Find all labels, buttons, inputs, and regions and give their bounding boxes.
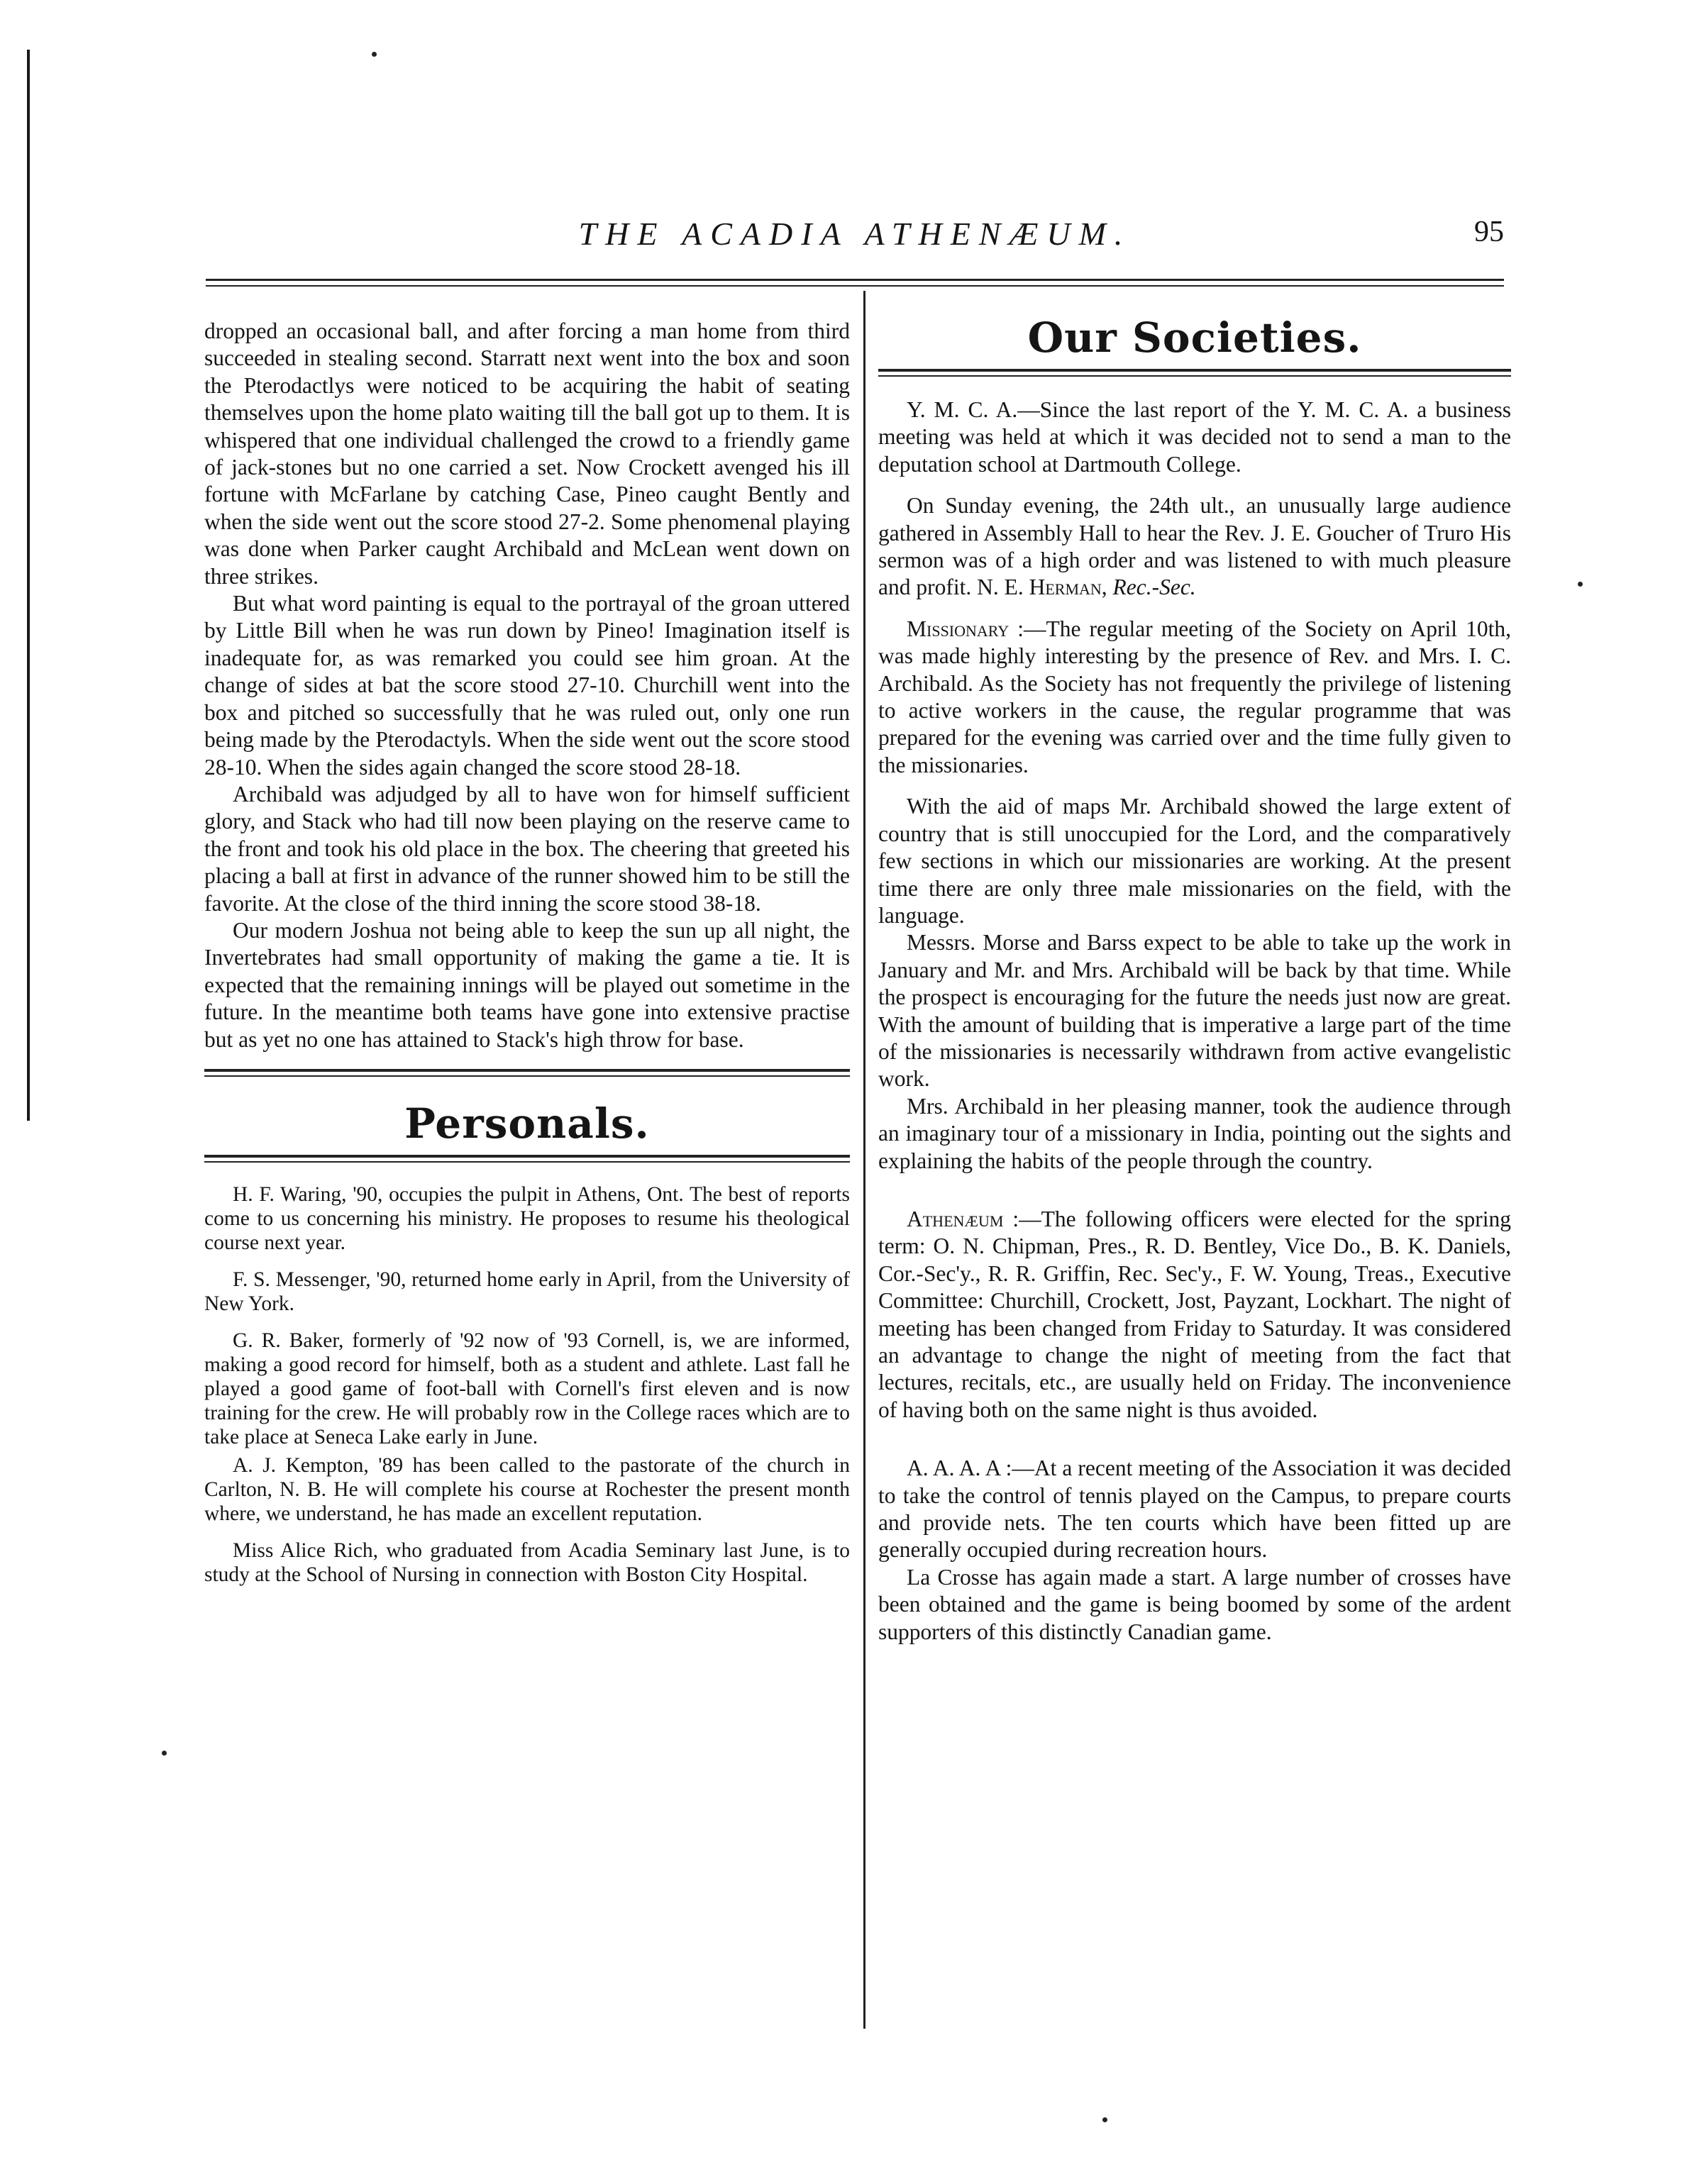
personal-item: G. R. Baker, formerly of '92 now of '93 Cornell, is, we are informed, making a good record for himself, both as a student and athlete. Last fall he played a good game of foot-ball with Cornell's first eleven and is now training for the crew. He will probably row in the College races which are to take place at Seneca Lake early in June. [204, 1329, 850, 1448]
scan-speck [1578, 582, 1583, 587]
section-rule [204, 1069, 850, 1077]
scan-edge [27, 50, 30, 1121]
header-rule [206, 279, 1504, 281]
ymca-signature-role: Rec.-Sec. [1112, 575, 1196, 600]
missionary-paragraph: With the aid of maps Mr. Archibald showed the large extent of country that is still unoccupied for the Lord, and the comparatively few sections in which our missionaries are working. At the present time there are only three male missionaries on the field, with the language. [878, 794, 1511, 928]
game-report-paragraph: dropped an occasional ball, and after forcing a man home from third succeeded in stealing second. Starratt next went into the box and soon the Pterodactlys were noticed to be acquiring the habit of seating themselves upon the home plato waiting till the ball got up to them. It is whispered that one individual challenged the crowd to a friendly game of jack-stones but no one carried a set. Now Crockett avenged his ill fortune with McFarlane by catching Case, Pineo caught Bently and when the side went out the score stood 27-2. Some phenomenal playing was done when Parker caught Archibald and McLean went down on three strikes. [204, 318, 850, 589]
scan-speck [1102, 2117, 1107, 2122]
scan-speck [162, 1751, 167, 1756]
personal-item: F. S. Messenger, '90, returned home early in April, from the University of New York. [204, 1268, 850, 1315]
column-divider [863, 291, 865, 2029]
page-number: 95 [1474, 216, 1504, 248]
game-report-paragraph: But what word painting is equal to the portrayal of the groan uttered by Little Bill when he was run down by Pineo! Imagination itself is inadequate for, as was remarked you could see him groan. At the change of sides at bat the score stood 27-10. Churchill went into the box and pitched so successfully that he was ruled out, only one run being made by the Pterodactyls. When the side went out the score stood 28-10. When the sides again changed the score stood 28-18. [204, 591, 850, 780]
personal-item: Miss Alice Rich, who graduated from Acadia Seminary last June, is to study at the School of Nursing in connection with Boston City Hospital. [204, 1539, 850, 1586]
personal-item: A. J. Kempton, '89 has been called to the pastorate of the church in Carlton, N. B. He will complete his course at Rochester the present month where, we understand, he has made an excellent reputation. [204, 1453, 850, 1525]
ymca-paragraph: Y. M. C. A.—Since the last report of the Y. M. C. A. a business meeting was held at which it was decided not to send a man to the deputation school at Dartmouth College. [878, 397, 1511, 477]
running-head [206, 209, 1504, 259]
personal-item: H. F. Waring, '90, occupies the pulpit in Athens, Ont. The best of reports come to us concerning his ministry. He proposes to resume his theological course next year. [204, 1182, 850, 1254]
personals-heading: Personals. [404, 1099, 650, 1148]
aaaa-paragraph: La Crosse has again made a start. A large number of crosses have been obtained and the game is being boomed by some of the ardent supporters of this distinctly Canadian game. [878, 1564, 1511, 1644]
left-column [204, 318, 850, 1587]
missionary-label: Missionary [907, 616, 1010, 641]
missionary-paragraph: Mrs. Archibald in her pleasing manner, took the audience through an imaginary tour of a missionary in India, pointing out the sights and explaining the habits of the people through the country. [878, 1093, 1511, 1173]
personals-list [204, 1182, 850, 1587]
athenaeum-paragraph: Athenæum :—The following officers were elected for the spring term: O. N. Chipman, Pres., R. D. Bentley, Vice Do., B. K. Daniels, Cor.-Sec'y., R. R. Griffin, Rec. Sec'y., F. W. Young, Treas., Executive Committee: Churchill, Crockett, Jost, Payzant, Lockhart. The night of meeting has been changed from Friday to Saturday. It was considered an advantage to change the night of meeting from the fact that lectures, recitals, etc., are usually held on Friday. The inconvenience of having both on the same night is thus avoided. [878, 1206, 1511, 1422]
game-report-paragraph: Our modern Joshua not being able to keep the sun up all night, the Invertebrates had small opportunity of making the game a tie. It is expected that the remaining innings will be played out sometime in the future. In the meantime both teams have gone into extensive practise but as yet no one has attained to Stack's high throw for base. [204, 917, 850, 1052]
missionary-paragraph: Messrs. Morse and Barss expect to be able to take up the work in January and Mr. and Mrs. Archibald will be back by that time. While the prospect is encouraging for the future the needs just now are great. With the amount of building that is imperative a large part of the time of the missionaries is necessarily withdrawn from active evangelistic work. [878, 930, 1511, 1092]
section-rule [204, 1155, 850, 1163]
missionary-paragraph: Missionary :—The regular meeting of the Society on April 10th, was made highly interesting by the presence of Rev. and Mrs. I. C. Archibald. As the Society has not frequently the privilege of listening to active workers in the cause, the regular programme that was prepared for the evening was carried over and the time fully given to the missionaries. [878, 616, 1511, 777]
athenaeum-label: Athenæum [907, 1206, 1004, 1231]
societies-heading: Our Societies. [1027, 314, 1362, 362]
scan-speck [372, 52, 377, 57]
ymca-paragraph: On Sunday evening, the 24th ult., an unusually large audience gathered in Assembly Hall to hear the Rev. J. E. Goucher of Truro His sermon was of a high order and was listened to with much pleasure and profit. N. E. Herman, Rec.-Sec. [878, 493, 1511, 600]
header-rule-thin [206, 285, 1504, 287]
section-rule [878, 369, 1511, 377]
ymca-signature-name: N. E. Herman, [977, 575, 1107, 600]
journal-title: THE ACADIA ATHENÆUM. [578, 216, 1132, 252]
game-report-paragraph: Archibald was adjudged by all to have won for himself sufficient glory, and Stack who had till now been playing on the reserve came to the front and took his old place in the box. The cheering that greeted his placing a ball at first in advance of the runner showed him to be still the favorite. At the close of the third inning the score stood 38-18. [204, 781, 850, 916]
aaaa-paragraph: A. A. A. A :—At a recent meeting of the Association it was decided to take the control of tennis played on the Campus, to prepare courts and provide nets. The ten courts which have been fitted up are generally occupied during recreation hours. [878, 1456, 1511, 1563]
right-column [878, 314, 1511, 1646]
